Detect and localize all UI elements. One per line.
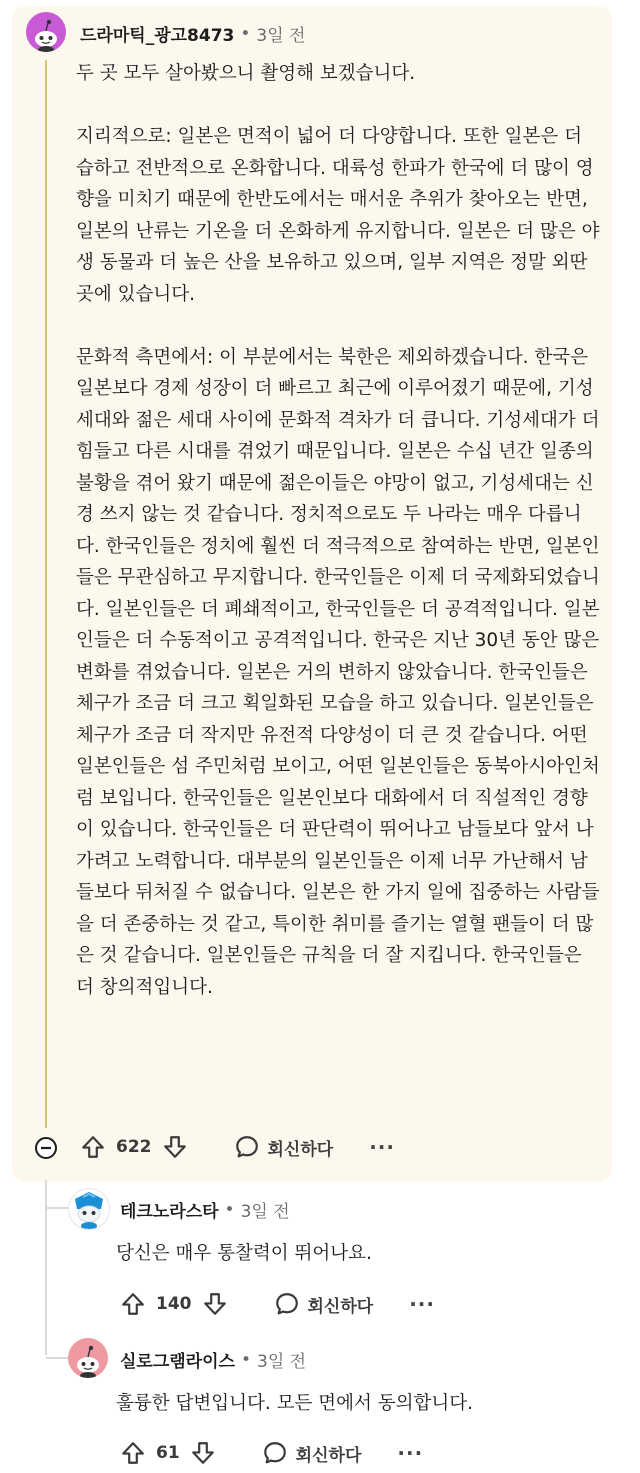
reply-button[interactable] [234,1134,334,1160]
comment-actions [80,1127,395,1167]
username[interactable]: 테크노라스타 [120,1202,219,1222]
avatar-snoo-icon [26,12,66,52]
vote-count: 622 [116,1137,152,1157]
comment-paragraph: 당신은 매우 통찰력이 뛰어나요. [116,1243,372,1264]
collapse-button[interactable] [34,1136,58,1160]
upvote-icon [120,1440,146,1466]
more-options-button[interactable]: ··· [369,1135,395,1159]
avatar-snoo-icon [68,1338,108,1378]
upvote-icon [80,1134,106,1160]
comment-paragraph: 두 곳 모두 살아봤으니 촬영해 보겠습니다. [76,63,416,84]
comment-meta [120,1347,306,1372]
reply-label: 회신하다 [295,1445,362,1466]
reply-connector [46,1207,68,1209]
upvote-button[interactable] [120,1440,146,1466]
reply-label: 회신하다 [307,1296,374,1317]
avatar-snoo-icon [69,1189,109,1229]
reply-icon [262,1440,288,1466]
username[interactable]: 드라마틱_광고8473 [80,26,235,46]
meta-separator: • [224,1199,235,1220]
upvote-button[interactable] [120,1291,146,1317]
thread-line[interactable] [45,60,47,1128]
reply-label: 회신하다 [267,1139,334,1160]
avatar[interactable] [26,12,66,52]
timestamp: 3일 전 [240,1202,290,1222]
downvote-icon [162,1134,188,1160]
downvote-button[interactable] [190,1440,216,1466]
collapse-icon [34,1136,58,1160]
reply-icon [234,1134,260,1160]
meta-separator: • [240,23,251,44]
comment-body [116,1238,616,1270]
reply-icon [274,1291,300,1317]
timestamp: 3일 전 [257,1352,307,1372]
reply-button[interactable] [274,1291,374,1317]
downvote-icon [190,1440,216,1466]
more-options-button[interactable]: ··· [397,1441,424,1465]
comment-actions [120,1284,435,1324]
downvote-button[interactable] [202,1291,228,1317]
username[interactable]: 실로그램라이스 [120,1352,235,1372]
comment-paragraph: 문화적 측면에서: 이 부분에서는 북한은 제외하겠습니다. 한국은 일본보다 경제 성장이 더 빠르고 최근에 이루어졌기 때문에, 기성세대와 젊은 세대 사이에 문화적 격차가 더 큽니다. 기성세대가 더 힘들고 다른 시대를 겪었기 때문입니다. 일본은 수십 년간 일종의 불황을 겪어 왔기 때문에 젊은이들은 야망이 없고, 기성세대는 신경 쓰지 않는 것 같습니다. 정치적으로도 두 나라는 매우 다릅니다. 한국인들은 정치에 훨씬 더 적극적으로 참여하는 반면, 일본인들은 무관심하고 무지합니다. 한국인들은 이제 더 국제화되었습니다. 일본인들은 더 폐쇄적이고, 한국인들은 더 공격적입니다. 일본인들은 더 수동적이고 공격적입니다. 한국은 지난 30년 동안 많은 변화를 겪었습니다. 일본은 거의 변하지 않았습니다. 한국인들은 체구가 조금 더 크고 획일화된 모습을 하고 있습니다. 일본인들은 체구가 조금 더 작지만 유전적 다양성이 더 큰 것 같습니다. 어떤 일본인들은 섬 주민처럼 보이고, 어떤 일본인들은 동북아시아인처럼 보입니다. 한국인들은 일본인보다 대화에서 더 직설적인 경향이 있습니다. 한국인들은 더 판단력이 뛰어나고 남들보다 앞서 나가려고 노력합니다. 대부분의 일본인들은 이제 너무 가난해서 남들보다 뒤처질 수 없습니다. 일본은 한 가지 일에 집중하는 사람들을 더 존중하는 것 같고, 특이한 취미를 즐기는 열혈 팬들이 더 많은 것 같습니다. 일본인들은 규칙을 더 잘 지킵니다. 한국인들은 더 창의적입니다. [76,346,600,998]
comment-body [76,58,602,1003]
vote-count: 61 [156,1443,180,1463]
more-options-button[interactable]: ··· [409,1292,435,1316]
reply-button[interactable] [262,1440,362,1466]
vote-count: 140 [156,1294,192,1314]
downvote-button[interactable] [162,1134,188,1160]
comment-actions [120,1433,423,1473]
reply-connector [46,1357,68,1359]
downvote-icon [202,1291,228,1317]
comment-paragraph: 훌륭한 답변입니다. 모든 면에서 동의합니다. [116,1393,473,1414]
comment-meta [120,1197,290,1222]
upvote-button[interactable] [80,1134,106,1160]
upvote-icon [120,1291,146,1317]
comment-meta [80,21,305,46]
comment-paragraph: 지리적으로: 일본은 면적이 넓어 더 다양합니다. 또한 일본은 더 습하고 전반적으로 온화합니다. 대륙성 한파가 한국에 더 많이 영향을 미치기 때문에 한반도에서는 매서운 추위가 찾아오는 반면, 일본의 난류는 기온을 더 온화하게 유지합니다. 일본은 더 많은 야생 동물과 더 높은 산을 보유하고 있으며, 일부 지역은 정말 외딴곳에 있습니다. [76,126,600,305]
timestamp: 3일 전 [256,26,306,46]
meta-separator: • [240,1349,251,1370]
avatar[interactable] [68,1188,110,1230]
avatar[interactable] [68,1338,108,1378]
comment-body [116,1388,616,1420]
